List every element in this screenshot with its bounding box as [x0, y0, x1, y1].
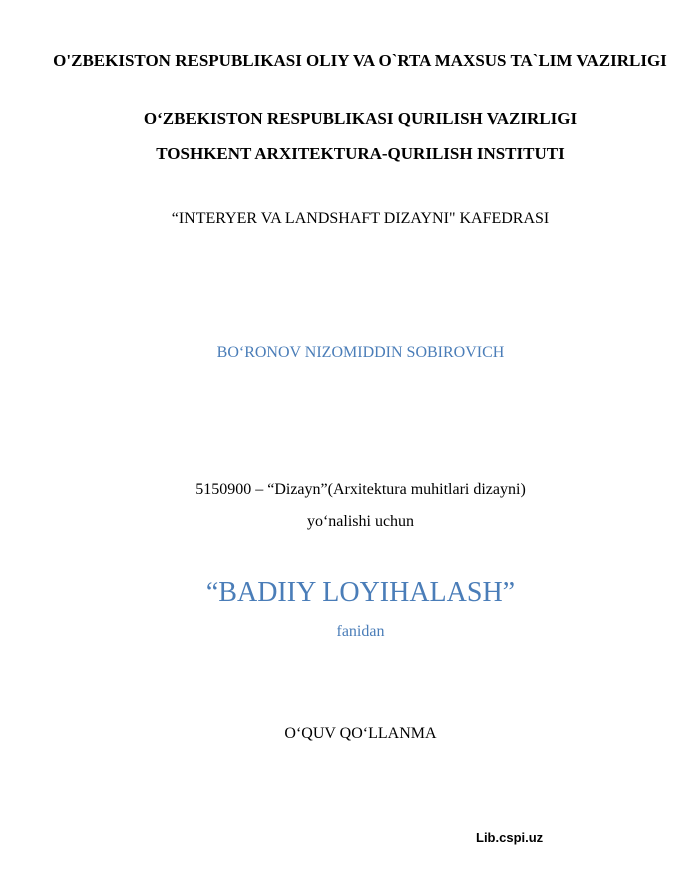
- speciality-line: 5150900 – “Dizayn”(Arxitektura muhitlari dizayni): [195, 481, 526, 498]
- ministry-construction-heading: O‘ZBEKISTON RESPUBLIKASI QURILISH VAZIRLIGI: [143, 109, 578, 128]
- subject-suffix: fanidan: [336, 623, 385, 640]
- ministry-higher-education-heading: O'ZBEKISTON RESPUBLIKASI OLIY VA O`RTA MAXSUS TA`LIM VAZIRLIGI: [53, 51, 667, 70]
- subject-title: “BADIIY LOYIHALASH”: [205, 577, 516, 608]
- institute-heading: TOSHKENT ARXITEKTURA-QURILISH INSTITUTI: [156, 144, 565, 163]
- document-type: O‘QUV QO‘LLANMA: [284, 725, 437, 742]
- direction-line: yo‘nalishi uchun: [306, 513, 415, 530]
- author-name: BO‘RONOV NIZOMIDDIN SOBIROVICH: [216, 344, 505, 361]
- library-watermark: Lib.cspi.uz: [476, 830, 544, 845]
- department-heading: “INTERYER VA LANDSHAFT DIZAYNI" KAFEDRASI: [171, 210, 550, 227]
